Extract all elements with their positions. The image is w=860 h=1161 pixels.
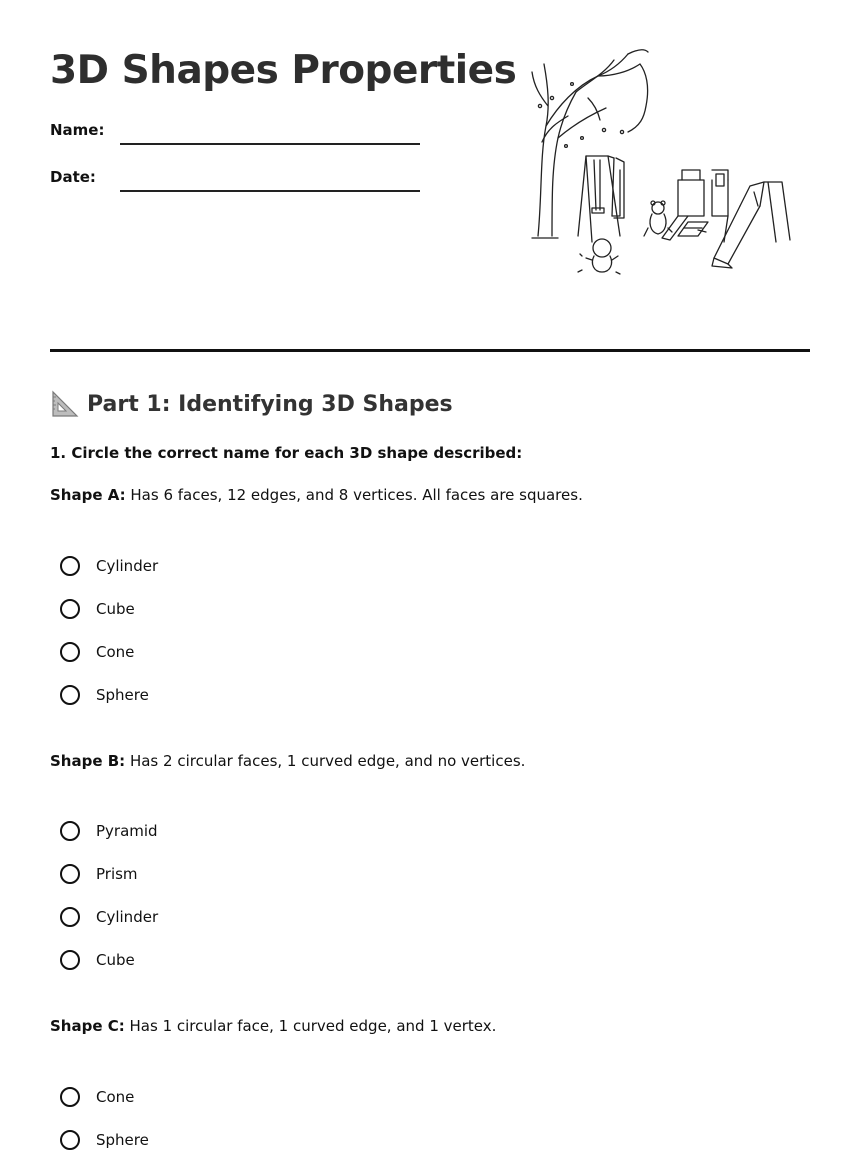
tree-trunk [538,64,548,236]
option-label: Cube [96,600,135,618]
stair-slide [678,180,704,216]
option-label: Pyramid [96,822,158,840]
radio-circle[interactable] [60,950,80,970]
shape-a-option-cylinder[interactable] [60,554,158,578]
header-divider [50,349,810,352]
set-square-icon [50,389,80,419]
radio-circle[interactable] [60,1130,80,1150]
shape-b-option-prism[interactable] [60,862,138,886]
shape-a-option-cube[interactable] [60,597,135,621]
shape-b-option-pyramid[interactable] [60,819,158,843]
shape-b-option-cube[interactable] [60,948,135,972]
shape-c-option-cone[interactable] [60,1085,134,1109]
shape-c-text: Has 1 circular face, 1 curved edge, and 1 vertex. [129,1017,497,1035]
shape-c-option-sphere[interactable] [60,1128,149,1152]
radio-circle[interactable] [60,599,80,619]
radio-circle[interactable] [60,821,80,841]
child-figure [593,239,611,257]
radio-circle[interactable] [60,864,80,884]
option-label: Prism [96,865,138,883]
option-label: Sphere [96,1131,149,1149]
shape-a-option-cone[interactable] [60,640,134,664]
date-field[interactable] [50,168,430,198]
shape-b-label: Shape B: [50,752,126,770]
shape-b-description [50,752,525,770]
radio-circle[interactable] [60,556,80,576]
option-label: Cylinder [96,908,159,926]
question-1-instruction: 1. Circle the correct name for each 3D shape described: [50,444,523,462]
big-slide [714,206,760,264]
tree-trunk-outline [552,92,576,236]
option-label: Sphere [96,686,149,704]
shape-a-label: Shape A: [50,486,126,504]
option-label: Cube [96,951,135,969]
radio-circle[interactable] [60,1087,80,1107]
shape-a-description [50,486,583,504]
radio-circle[interactable] [60,685,80,705]
name-answer-line[interactable] [120,143,420,145]
teddy-bear [652,202,664,214]
shape-c-description [50,1017,496,1035]
playground-illustration [528,46,794,278]
shape-b-option-cylinder[interactable] [60,905,158,929]
shape-b-text: Has 2 circular faces, 1 curved edge, and no vertices. [129,752,526,770]
date-answer-line[interactable] [120,190,420,192]
option-label: Cylinder [96,557,159,575]
shape-a-option-sphere[interactable] [60,683,149,707]
date-label: Date: [50,168,96,186]
shape-a-text: Has 6 faces, 12 edges, and 8 vertices. All faces are squares. [130,486,583,504]
worksheet-page [50,0,810,1161]
tree-branch [546,54,628,126]
shape-c-label: Shape C: [50,1017,125,1035]
name-label: Name: [50,121,105,139]
radio-circle[interactable] [60,907,80,927]
worksheet-title: 3D Shapes Properties [50,48,517,93]
part1-heading [50,386,453,422]
name-field[interactable] [50,121,430,151]
option-label: Cone [96,1088,135,1106]
radio-circle[interactable] [60,642,80,662]
part1-title: Part 1: Identifying 3D Shapes [87,391,453,417]
option-label: Cone [96,643,135,661]
